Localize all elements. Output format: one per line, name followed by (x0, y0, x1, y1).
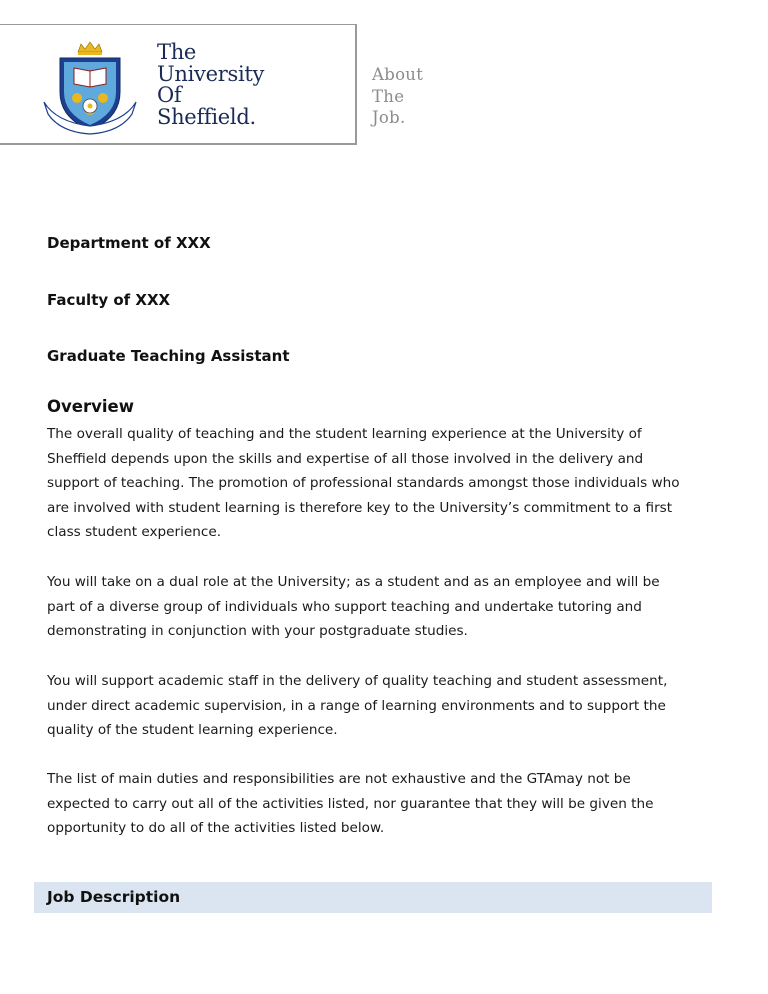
job-description-heading: Job Description (47, 888, 181, 906)
wordmark-line: The (157, 40, 197, 64)
wordmark-line: Of (157, 83, 182, 107)
tagline-line: About (372, 65, 424, 84)
overview-paragraph: You will support academic staff in the delivery of quality teaching and student assessment, under direct academic supervision, in a range of learning environments and to support the quality of the student learning experience. (47, 673, 668, 739)
overview-paragraph: The overall quality of teaching and the student learning experience at the University of Sheffield depends upon the skills and expertise of all those involved in the delivery and support of teaching. The promotion of professional standards amongst those individuals who are involved with student learning is therefore key to the University’s commitment to a first class student experience. (47, 426, 680, 541)
department-heading: Department of XXX (47, 234, 211, 252)
job-description-section-bar (34, 882, 712, 913)
overview-paragraph: The list of main duties and responsibilities are not exhaustive and the GTAmay not be expected to carry out all of the activities listed, nor guarantee that they will be given the opportunity to do all of the activities listed below. (47, 771, 654, 837)
faculty-heading: Faculty of XXX (47, 291, 171, 309)
tagline-line: Job. (372, 108, 406, 127)
overview-title: Overview (47, 397, 134, 416)
university-crest-icon (40, 40, 140, 136)
tagline-line: The (372, 86, 405, 106)
wordmark-line: University (157, 61, 265, 86)
about-the-job-tagline (372, 64, 423, 129)
overview-paragraph: You will take on a dual role at the University; as a student and as an employee and will be part of a diverse group of individuals who support teaching and undertake tutoring and demonstrating in conjunction with your postgraduate studies. (47, 574, 660, 640)
wordmark-line: Sheffield. (157, 104, 256, 129)
university-wordmark (157, 42, 264, 128)
role-heading: Graduate Teaching Assistant (47, 347, 290, 365)
